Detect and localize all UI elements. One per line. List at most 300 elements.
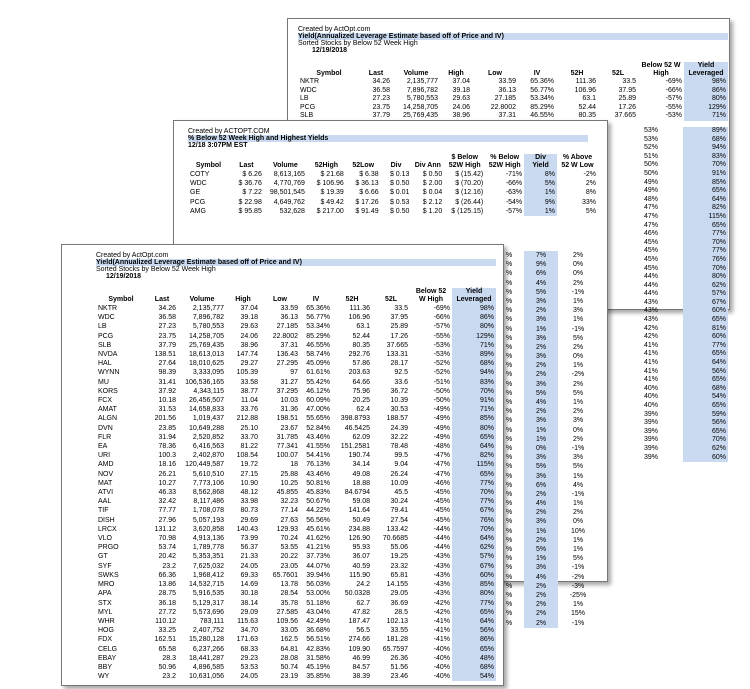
table-cell: 82%	[683, 204, 728, 213]
table-cell: 50.81%	[306, 479, 330, 487]
table-cell: 44.07%	[306, 562, 330, 570]
column-header: Div Ann	[414, 162, 441, 169]
table-cell: %	[506, 334, 513, 342]
table-cell: %	[506, 573, 513, 581]
table-row	[96, 645, 496, 654]
list-item	[642, 325, 728, 334]
table-cell: 36.18	[158, 599, 176, 607]
table-cell: 23.19	[280, 673, 298, 681]
table-cell: 138.51	[154, 351, 176, 359]
table-cell: 86%	[684, 87, 728, 96]
list-item	[642, 196, 728, 205]
table-cell: 3%	[524, 297, 558, 306]
table-cell: 39.18	[240, 314, 258, 322]
list-item	[506, 334, 606, 343]
table-cell: 26,456,507	[188, 397, 224, 405]
table-cell: 24.05	[240, 673, 258, 681]
table-cell: 1%	[572, 297, 584, 305]
table-cell: NKTR	[300, 78, 320, 85]
table-cell: 80.35	[578, 112, 596, 120]
table-row	[96, 534, 496, 543]
table-cell: 64%	[683, 359, 728, 368]
table-cell: 71%	[452, 341, 496, 350]
table-cell: 129%	[684, 104, 728, 113]
table-cell: 68%	[683, 136, 728, 145]
table-cell: -1%	[571, 564, 585, 572]
table-cell: 2%	[572, 435, 584, 443]
table-cell: 29.05	[390, 590, 408, 598]
table-cell: APA	[98, 590, 112, 598]
column-header: Div	[390, 162, 402, 169]
table-cell: 38.77	[240, 387, 258, 395]
table-cell: 147.74	[236, 351, 258, 359]
table-cell: 5%	[572, 389, 584, 397]
table-cell: 9%	[524, 260, 558, 269]
table-cell: 1%	[524, 188, 557, 197]
table-cell: 10.39	[390, 397, 408, 405]
list-item	[642, 411, 728, 420]
column-header: Yield Leveraged	[452, 288, 496, 304]
table-cell: 31.785	[276, 433, 298, 441]
list-item	[642, 376, 728, 385]
list-item	[506, 352, 606, 361]
table-cell: 77%	[452, 599, 496, 608]
list-item	[642, 265, 728, 274]
table-row	[96, 672, 496, 681]
table-cell: 47%	[644, 204, 659, 212]
table-cell: -41%	[433, 617, 450, 625]
table-cell: 28.75	[158, 590, 176, 598]
table-cell: -47%	[433, 452, 450, 460]
table-cell: 39%	[644, 436, 659, 444]
table-cell: %	[506, 546, 513, 553]
column-header: Symbol	[108, 296, 134, 303]
table-cell: 5%	[524, 389, 558, 398]
list-item	[506, 462, 606, 471]
table-cell: 3%	[572, 417, 584, 425]
table-row	[188, 179, 598, 188]
mid-title: % Below 52 Week High and Highest Yields	[188, 135, 588, 142]
table-cell: 2%	[524, 407, 558, 416]
table-cell: 37.73%	[306, 553, 330, 561]
table-cell: $ (125.15)	[451, 207, 484, 215]
table-cell: 2%	[524, 361, 558, 370]
table-cell: 37.95	[618, 86, 636, 94]
column-header: Div Yield	[524, 154, 557, 170]
table-cell: 14,258,705	[402, 103, 438, 111]
table-cell: 62%	[452, 543, 496, 552]
table-cell: -25%	[569, 591, 587, 599]
table-row	[96, 414, 496, 423]
table-cell: 106.96	[348, 314, 370, 322]
table-cell: 27.96	[158, 516, 176, 524]
table-cell: -71%	[505, 171, 523, 178]
table-cell: 45%	[644, 247, 659, 255]
table-cell: PCG	[190, 198, 206, 206]
table-cell: %	[506, 417, 513, 425]
table-cell: 3%	[524, 334, 558, 343]
table-cell: 60%	[683, 454, 728, 463]
table-cell: $ 36.76	[238, 180, 262, 188]
list-item	[642, 368, 728, 377]
mid-created-by: Created by ACTOPT.COM	[188, 128, 270, 135]
table-cell: 274.66	[348, 636, 370, 644]
table-cell: 10.27	[158, 479, 176, 487]
list-item	[642, 436, 728, 445]
table-cell: 1%	[524, 325, 558, 334]
table-cell: 15,280,128	[188, 636, 224, 644]
table-cell: 65.36%	[530, 78, 554, 85]
table-cell: 81.22	[240, 443, 258, 451]
column-header: Last	[239, 162, 254, 169]
table-cell: -43%	[433, 581, 450, 589]
table-cell: PCG	[98, 332, 114, 340]
table-cell: 36.69	[390, 599, 408, 607]
table-cell: 1%	[572, 500, 584, 508]
list-item	[506, 609, 606, 618]
table-cell: 141.64	[348, 507, 370, 515]
table-cell: 4,649,762	[273, 198, 305, 206]
table-cell: 14.155	[386, 581, 408, 589]
table-cell: %	[506, 490, 513, 498]
front-title: Yield(Annualized Leverage Estimate based off of Price and IV)	[96, 259, 496, 266]
table-cell: 37.95	[390, 314, 408, 322]
table-cell: 18.16	[158, 461, 176, 469]
table-cell: 45.09%	[306, 360, 330, 368]
column-header: Symbol	[195, 162, 222, 169]
table-cell: 56.51%	[306, 636, 330, 644]
table-cell: 4,343,115	[193, 387, 224, 395]
table-cell: 70%	[452, 488, 496, 497]
table-cell: 46.55%	[530, 112, 554, 120]
table-row	[96, 451, 496, 460]
table-cell: 98%	[684, 78, 728, 87]
table-cell: 131.12	[154, 525, 176, 533]
table-cell: 41%	[644, 359, 659, 367]
table-cell: 47%	[644, 212, 659, 220]
column-header: Low	[273, 296, 287, 303]
table-cell: -3%	[571, 582, 585, 590]
list-item	[506, 407, 606, 416]
table-cell: -53%	[433, 351, 450, 359]
table-cell: 49.08	[352, 470, 370, 478]
table-cell: AMAT	[98, 406, 117, 414]
table-row	[188, 170, 598, 179]
table-cell: 28.54	[280, 590, 298, 598]
table-cell: -43%	[433, 590, 450, 598]
table-cell: -66%	[505, 180, 523, 188]
table-row	[96, 424, 496, 433]
table-cell: 5%	[524, 545, 558, 554]
list-item	[506, 416, 606, 425]
table-cell: 100.07	[276, 452, 298, 460]
table-cell: 94%	[683, 144, 728, 153]
column-header: Volume	[189, 296, 215, 303]
table-cell: -45%	[433, 498, 450, 506]
table-cell: $ 36.13	[355, 180, 379, 188]
list-item	[506, 499, 606, 508]
list-item	[642, 222, 728, 231]
list-item	[642, 419, 728, 428]
table-cell: ATVI	[98, 489, 114, 497]
table-cell: 80%	[452, 424, 496, 433]
table-cell: 5%	[585, 207, 596, 215]
table-cell: 42%	[644, 324, 659, 332]
table-cell: 98,501,545	[269, 189, 305, 197]
table-cell: 162.5	[280, 636, 298, 644]
table-cell: 31.58%	[306, 654, 330, 662]
table-cell: LRCX	[98, 525, 117, 533]
list-item	[642, 161, 728, 170]
table-cell: %	[506, 389, 513, 397]
table-cell: -40%	[433, 673, 450, 681]
table-cell: 47.00%	[306, 406, 330, 414]
list-item	[642, 144, 728, 153]
table-cell: 10%	[570, 527, 585, 535]
table-cell: 41%	[644, 367, 659, 375]
table-cell: 34.14	[352, 461, 370, 469]
table-cell: 2,135,777	[192, 305, 224, 312]
table-cell: %	[506, 444, 513, 452]
table-cell: 18.88	[352, 479, 370, 487]
table-cell: 1%	[524, 207, 557, 216]
table-cell: 86%	[452, 635, 496, 644]
table-cell: $ 6.66	[359, 189, 379, 197]
list-item	[506, 453, 606, 462]
table-cell: 65%	[452, 433, 496, 442]
list-item	[506, 343, 606, 352]
table-cell: 33.6	[394, 378, 408, 386]
table-cell: 61.61%	[306, 369, 330, 377]
table-cell: 56.56%	[306, 516, 330, 524]
table-cell: 27.185	[494, 95, 516, 103]
list-item	[642, 342, 728, 351]
table-cell: 46.33	[158, 489, 176, 497]
table-cell: 5,353,351	[192, 553, 224, 561]
table-cell: 105.39	[236, 369, 258, 377]
table-cell: WDC	[98, 314, 115, 322]
table-cell: $ 0.13	[389, 171, 410, 178]
table-cell: 2%	[572, 380, 584, 388]
table-cell: 56.77%	[530, 86, 554, 94]
back-date: 12/19/2018	[312, 47, 348, 54]
table-row	[96, 654, 496, 663]
table-cell: 49%	[644, 178, 659, 186]
table-cell: 65.7601	[272, 571, 298, 579]
table-cell: 63.1	[356, 323, 370, 331]
table-cell: -2%	[571, 573, 585, 581]
table-cell: 0%	[572, 261, 584, 269]
table-row	[96, 525, 496, 534]
table-cell: 80%	[684, 95, 728, 104]
back-subtitle: Sorted Stocks by Below 52 Week High	[298, 40, 418, 47]
table-cell: 52.44	[578, 103, 596, 111]
table-row	[96, 405, 496, 414]
table-cell: 111.36	[349, 305, 370, 312]
table-cell: WY	[98, 673, 110, 681]
table-cell: -45%	[433, 516, 450, 524]
table-cell: -53%	[665, 112, 682, 120]
table-cell: -1%	[571, 490, 585, 498]
table-cell: -49%	[433, 424, 450, 432]
table-cell: 8,613,165	[273, 171, 305, 178]
table-cell: %	[506, 619, 513, 627]
table-cell: 115.63	[237, 617, 258, 625]
table-cell: -66%	[433, 314, 450, 322]
table-cell: %	[506, 564, 513, 572]
table-cell: 133.31	[386, 351, 408, 359]
table-cell: 44%	[644, 290, 659, 298]
table-cell: 3%	[572, 454, 584, 462]
table-cell: %	[506, 591, 513, 599]
table-row	[96, 322, 496, 331]
table-cell: 13.86	[158, 581, 176, 589]
list-item	[506, 472, 606, 481]
list-item	[642, 153, 728, 162]
table-cell: 98.39	[158, 369, 176, 377]
table-cell: 29.23	[240, 654, 258, 662]
table-row	[96, 368, 496, 377]
table-cell: 37.31	[498, 112, 516, 120]
table-cell: 20.42	[158, 553, 176, 561]
table-cell: -45%	[433, 507, 450, 515]
table-row	[96, 571, 496, 580]
list-item	[506, 573, 606, 582]
table-cell: DISH	[98, 516, 115, 524]
table-cell: 43%	[644, 316, 659, 324]
table-cell: 43.04%	[306, 608, 330, 616]
table-cell: MYL	[98, 608, 113, 616]
table-cell: 68%	[452, 663, 496, 672]
table-cell: 65%	[452, 470, 496, 479]
table-cell: 25.88	[280, 470, 298, 478]
table-cell: ALGN	[98, 415, 118, 423]
table-cell: 4%	[524, 398, 558, 407]
table-cell: 68%	[452, 359, 496, 368]
table-cell: 82%	[452, 451, 496, 460]
list-item	[642, 454, 728, 463]
table-row	[96, 497, 496, 506]
table-cell: $ 0.50	[422, 171, 443, 178]
table-cell: SYF	[98, 562, 112, 570]
table-cell: -49%	[433, 433, 450, 441]
table-cell: 65%	[452, 608, 496, 617]
table-cell: 33.25	[158, 627, 176, 635]
table-cell: 83%	[452, 378, 496, 387]
table-cell: 35.85%	[306, 673, 330, 681]
table-cell: -43%	[433, 562, 450, 570]
table-cell: 36.68%	[306, 627, 330, 635]
table-cell: 56.77%	[306, 314, 330, 322]
table-cell: 80%	[452, 589, 496, 598]
table-cell: 70%	[683, 436, 728, 445]
table-cell: 22.8002	[490, 103, 516, 111]
table-cell: 25.89	[618, 95, 636, 103]
table-cell: 5,780,553	[192, 323, 224, 331]
table-cell: 85%	[452, 414, 496, 423]
table-cell: 2%	[524, 306, 558, 315]
table-cell: 5,916,535	[192, 590, 224, 598]
table-cell: 45.855	[276, 489, 298, 497]
table-cell: 32.42	[158, 498, 176, 506]
table-cell: DVN	[98, 424, 113, 432]
table-cell: 8%	[524, 170, 557, 179]
table-cell: 23.75	[158, 332, 176, 340]
table-cell: 46.12%	[306, 387, 330, 395]
table-cell: 19.25	[390, 553, 408, 561]
table-cell: 1%	[572, 536, 584, 544]
table-cell: 1,968,412	[192, 571, 224, 579]
table-cell: 50.0328	[344, 590, 370, 598]
table-cell: 33.5	[622, 78, 636, 85]
table-cell: 2%	[524, 370, 558, 379]
column-header: Below 52 W High	[641, 62, 681, 77]
table-cell: -55%	[433, 332, 450, 340]
table-cell: 4,913,136	[192, 535, 224, 543]
list-item	[506, 591, 606, 600]
column-header: 52High	[314, 162, 339, 169]
table-cell: %	[506, 362, 513, 370]
table-cell: 80%	[452, 322, 496, 331]
table-cell: %	[506, 509, 513, 517]
table-cell: 4%	[524, 499, 558, 508]
table-cell: 41.62%	[306, 535, 330, 543]
table-cell: 75.96	[352, 387, 370, 395]
table-cell: 54%	[452, 672, 496, 681]
table-cell: %	[506, 297, 513, 305]
table-cell: 73.99	[240, 535, 258, 543]
list-item	[506, 481, 606, 490]
table-cell: 3%	[524, 416, 558, 425]
table-cell: 56%	[683, 419, 728, 428]
table-row	[96, 359, 496, 368]
table-cell: 70.6685	[382, 535, 408, 543]
table-cell: 50.74	[280, 663, 298, 671]
table-cell: 67%	[452, 562, 496, 571]
table-cell: 27.185	[276, 323, 298, 331]
table-cell: 64.66	[352, 378, 370, 386]
table-cell: 5,610,510	[192, 470, 224, 478]
table-cell: 89%	[452, 350, 496, 359]
table-cell: 4%	[524, 573, 558, 582]
table-cell: 2%	[524, 591, 558, 600]
table-row	[96, 580, 496, 589]
list-item	[642, 204, 728, 213]
table-cell: 3%	[524, 352, 558, 361]
table-cell: -43%	[433, 553, 450, 561]
table-row	[188, 207, 598, 216]
column-header: IV	[533, 70, 541, 77]
table-cell: 28.5	[394, 608, 408, 616]
table-cell: 38.96	[452, 112, 470, 120]
table-cell: 2%	[572, 343, 584, 351]
table-cell: 71%	[452, 405, 496, 414]
table-cell: 91%	[683, 170, 728, 179]
table-cell: $ 6.26	[242, 171, 262, 178]
column-header: $ Below 52W High	[448, 154, 481, 169]
table-cell: 23.32	[390, 562, 408, 570]
table-cell: 29.69	[240, 516, 258, 524]
list-item	[642, 282, 728, 291]
table-cell: 27.15	[240, 470, 258, 478]
table-cell: 65%	[683, 187, 728, 196]
table-cell: -53%	[433, 341, 450, 349]
table-row	[96, 350, 496, 359]
list-item	[506, 517, 606, 526]
table-cell: %	[506, 307, 513, 315]
table-cell: $ 217.00	[316, 207, 344, 215]
column-header: 52H	[345, 296, 359, 303]
